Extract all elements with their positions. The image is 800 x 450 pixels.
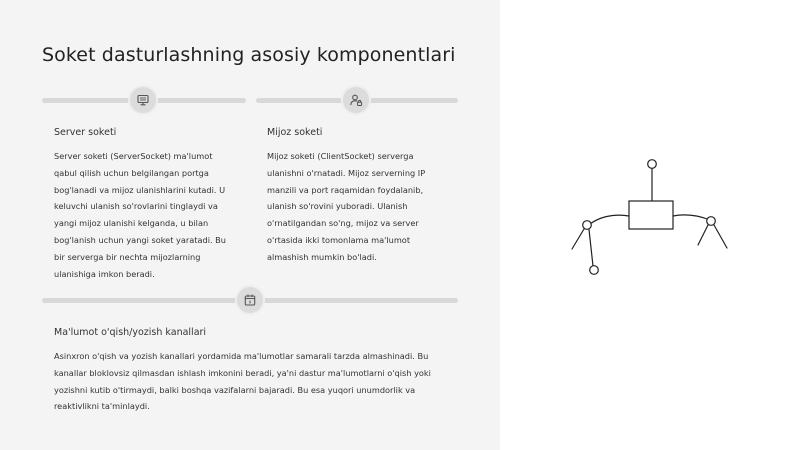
section-body-client: Mijoz soketi (ClientSocket) serverga ulanishni o'rnatadi. Mijoz serverning IP manzili va port raqamidan foydalanib, ulanish so'rovini yuboradi. Ulanish o'rnatilgandan so'ng, mijoz va server o'rtasida ikki tomonlama ma'lumot almashish mumkin bo'ladi. xyxy=(267,151,426,262)
slide-title: Soket dasturlashning asosiy komponentlari xyxy=(42,44,456,66)
section-body-server: Server soketi (ServerSocket) ma'lumot qabul qilish uchun belgilangan portga bog'lanadi va mijoz ulanishlarini kutadi. U keluvchi ulanish so'rovlarini tinglaydi va yangi mijoz ulanishi kelganda, u bilan bog'lanish uchun yangi soket yaratadi. Bu bir serverga bir nechta mijozlarning ulanishiga imkon beradi. xyxy=(54,151,226,279)
server-icon xyxy=(136,93,150,107)
badge-server xyxy=(128,85,158,115)
section-title-client: Mijoz soketi xyxy=(267,127,323,138)
user-lock-icon xyxy=(349,93,363,107)
calendar-icon xyxy=(243,293,257,307)
network-node-icon xyxy=(560,150,740,290)
section-title-channels: Ma'lumot o'qish/yozish kanallari xyxy=(54,327,207,338)
badge-channels xyxy=(235,285,265,315)
section-title-server: Server soketi xyxy=(54,127,117,138)
section-body-channels: Asinxron o'qish va yozish kanallari yordamida ma'lumotlar samarali tarzda almashinadi. Bu kanallar bloklovsiz qilmasdan ishlash imkonini beradi, ya'ni dastur ma'lumotlarni o'qish yoki yozishni kutib o'tirmaydi, balki boshqa vazifalarni bajaradi. Bu esa yuqori unumdorlik va reaktivlikni ta'minlaydi. xyxy=(54,351,431,412)
badge-client xyxy=(341,85,371,115)
